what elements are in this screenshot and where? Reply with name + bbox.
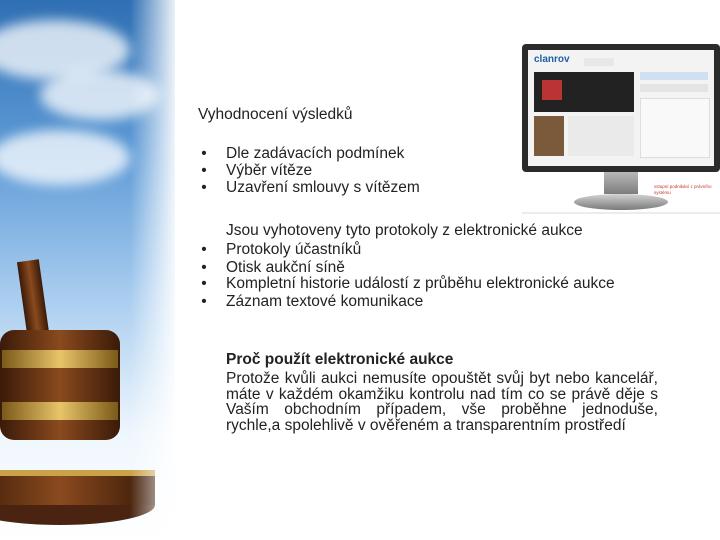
list-item <box>198 162 420 179</box>
list-item <box>198 277 653 291</box>
screen-side-panel <box>640 98 710 158</box>
bullet-icon: • <box>201 145 207 162</box>
monitor-base <box>574 194 668 210</box>
list-item-text: Záznam textové komunikace <box>226 293 424 310</box>
bullet-icon: • <box>201 162 207 179</box>
list-item <box>198 241 653 258</box>
bullet-icon: • <box>201 241 207 258</box>
list-item-text: Protokoly účastníků <box>226 241 362 258</box>
why-title: Proč použít elektronické aukce <box>226 351 454 368</box>
bullet-icon: • <box>201 179 207 196</box>
background-sky-panel <box>0 0 175 540</box>
screen-bar <box>640 84 708 92</box>
list-item <box>198 259 653 276</box>
screen-photo <box>534 116 564 156</box>
list-item <box>198 145 420 162</box>
list-item <box>198 293 653 310</box>
list-item-text: Výběr vítěze <box>226 162 313 179</box>
screen-thumb <box>542 80 562 100</box>
monitor-image <box>522 44 720 216</box>
screen-bar <box>640 72 708 80</box>
monitor-divider <box>522 212 720 214</box>
screen-block <box>584 58 614 66</box>
monitor-caption: vstupní podnikání z právního systému <box>654 184 712 195</box>
bullet-icon: • <box>201 275 207 292</box>
list-item-text: Kompletní historie událostí z průběhu elektronické aukce <box>226 275 615 292</box>
criteria-list <box>198 145 420 196</box>
screen-text-block <box>568 116 634 156</box>
list-item-text: Otisk aukční síně <box>226 259 345 276</box>
protocols-intro: Jsou vyhotoveny tyto protokoly z elektronické aukce <box>226 222 583 239</box>
list-item <box>198 179 420 196</box>
why-text: Protože kvůli aukci nemusíte opouštět svůj byt nebo kancelář, máte v každém okamžiku kontrolu nad tím co se právě děje s Vaším obchodním případem, vše proběhne jednoduše, rychle,a spolehlivě v ověřeném a transparentním prostředí <box>226 370 658 434</box>
monitor-brand: clanrov <box>534 54 570 65</box>
monitor-stand <box>604 172 638 194</box>
monitor-screen <box>528 50 714 166</box>
monitor-frame <box>522 44 720 172</box>
panel-fade <box>130 0 175 540</box>
protocols-list <box>198 241 653 310</box>
section-heading: Vyhodnocení výsledků <box>198 106 353 123</box>
bullet-icon: • <box>201 259 207 276</box>
list-item-text: Dle zadávacích podmínek <box>226 145 405 162</box>
bullet-icon: • <box>201 293 207 310</box>
list-item-text: Uzavření smlouvy s vítězem <box>226 179 420 196</box>
